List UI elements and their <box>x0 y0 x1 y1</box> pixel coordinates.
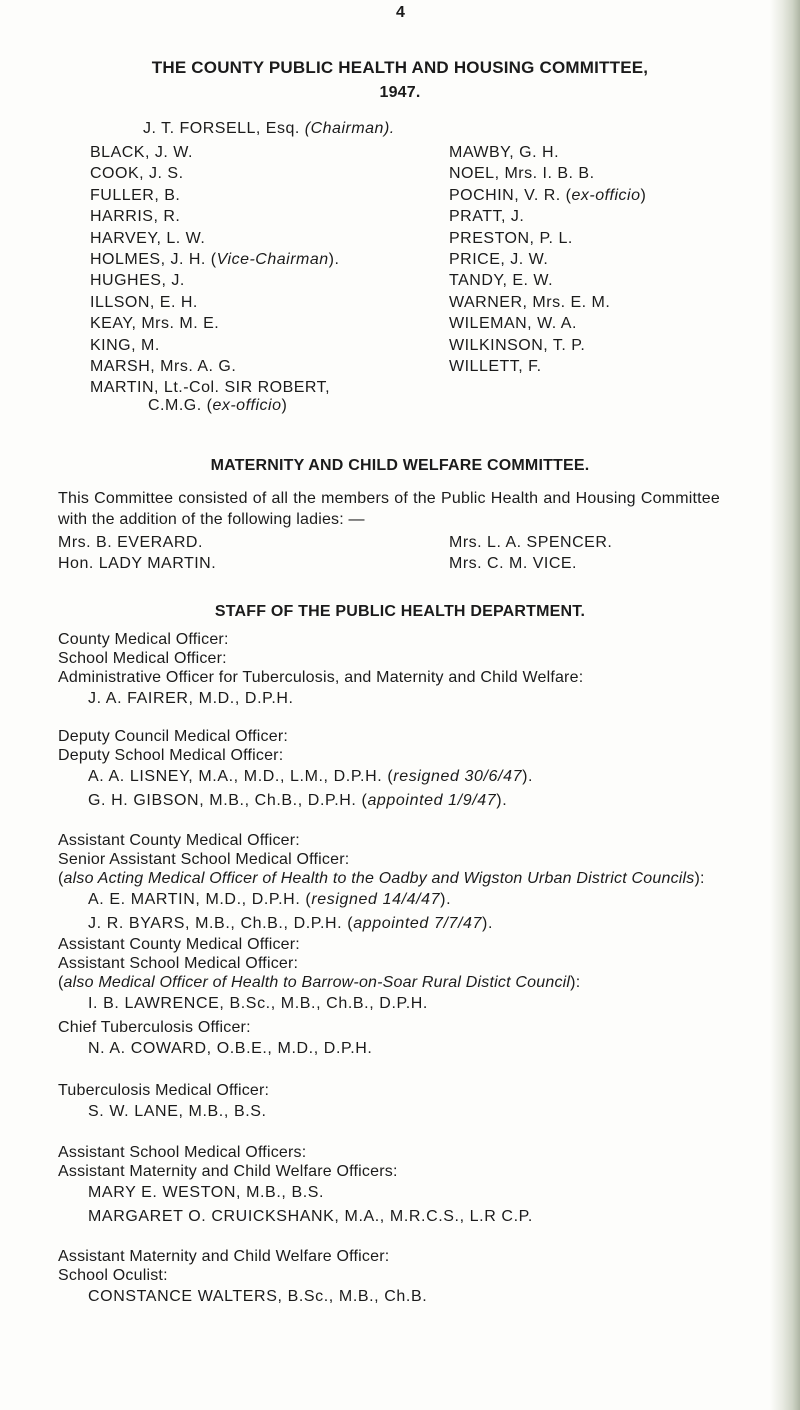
committee-member: HUGHES, J. <box>90 272 185 290</box>
committee-member: MARTIN, Lt.-Col. SIR ROBERT, <box>90 379 331 397</box>
staff-role-label: (also Acting Medical Officer of Health to the Oadby and Wigston Urban District Councils): <box>58 870 705 887</box>
staff-role-label: School Oculist: <box>58 1267 168 1284</box>
chairman-role: (Chairman). <box>304 120 395 137</box>
staff-role-label: Deputy School Medical Officer: <box>58 747 284 764</box>
staff-member-name: N. A. COWARD, O.B.E., M.D., D.P.H. <box>88 1040 373 1057</box>
committee-member: POCHIN, V. R. (ex-officio) <box>449 186 647 204</box>
staff-role-label: Assistant County Medical Officer: <box>58 936 300 953</box>
committee-member: PRESTON, P. L. <box>449 229 573 247</box>
committee-member: TANDY, E. W. <box>449 272 554 290</box>
staff-member-name: J. R. BYARS, M.B., Ch.B., D.P.H. (appointed 7/7/47). <box>88 915 494 932</box>
committee-member: NOEL, Mrs. I. B. B. <box>449 165 595 183</box>
staff-role-label: Chief Tuberculosis Officer: <box>58 1019 251 1036</box>
maternity-member: Mrs. L. A. SPENCER. <box>449 534 613 551</box>
chairman <box>143 120 395 138</box>
committee-member: BLACK, J. W. <box>90 144 193 161</box>
staff-role-label: County Medical Officer: <box>58 631 229 648</box>
left-member-list <box>90 142 339 399</box>
committee-member: COOK, J. S. <box>90 165 184 183</box>
maternity-title: MATERNITY AND CHILD WELFARE COMMITTEE. <box>210 457 590 474</box>
committee-member: PRATT, J. <box>449 208 525 226</box>
committee-member: WILKINSON, T. P. <box>449 336 586 354</box>
committee-member: HARVEY, L. W. <box>90 229 206 247</box>
staff-role-label: Deputy Council Medical Officer: <box>58 728 288 745</box>
left-member-continuation: C.M.G. (ex-officio) <box>148 397 288 414</box>
committee-member: WARNER, Mrs. E. M. <box>449 293 611 311</box>
staff-role-label: Assistant Maternity and Child Welfare Officers: <box>58 1163 398 1180</box>
page-number: 4 <box>396 4 405 21</box>
maternity-member: Mrs. B. EVERARD. <box>58 534 203 551</box>
staff-title: STAFF OF THE PUBLIC HEALTH DEPARTMENT. <box>214 603 586 620</box>
staff-role-label: Assistant County Medical Officer: <box>58 832 300 849</box>
staff-role-label: Assistant Maternity and Child Welfare Officer: <box>58 1248 390 1265</box>
ladies-right-list <box>449 532 612 575</box>
ladies-left-list <box>58 532 216 575</box>
staff-member-name: A. E. MARTIN, M.D., D.P.H. (resigned 14/4/47). <box>88 891 452 908</box>
staff-member-name: I. B. LAWRENCE, B.Sc., M.B., Ch.B., D.P.H. <box>88 995 428 1012</box>
staff-role-label: Assistant School Medical Officer: <box>58 955 299 972</box>
staff-role-label: School Medical Officer: <box>58 650 227 667</box>
staff-member-name: J. A. FAIRER, M.D., D.P.H. <box>88 690 294 707</box>
committee-member: PRICE, J. W. <box>449 250 549 268</box>
committee-member: FULLER, B. <box>90 186 181 204</box>
staff-role-label: Assistant School Medical Officers: <box>58 1144 307 1161</box>
committee-member: HARRIS, R. <box>90 208 181 226</box>
committee-member: ILLSON, E. H. <box>90 293 198 311</box>
committee-title: THE COUNTY PUBLIC HEALTH AND HOUSING COMMITTEE, <box>151 58 649 77</box>
committee-member: HOLMES, J. H. (Vice-Chairman). <box>90 250 340 268</box>
staff-role-label: Senior Assistant School Medical Officer: <box>58 851 350 868</box>
committee-year: 1947. <box>379 84 421 101</box>
maternity-description: This Committee consisted of all the members of the Public Health and Housing Committee with the addition of the following ladies: — <box>58 490 720 528</box>
committee-member: WILEMAN, W. A. <box>449 315 577 333</box>
page-edge-shadow <box>770 0 800 1410</box>
committee-member: KEAY, Mrs. M. E. <box>90 315 220 333</box>
maternity-member: Hon. LADY MARTIN. <box>58 555 217 573</box>
staff-role-label: (also Medical Officer of Health to Barrow-on-Soar Rural Distict Council): <box>58 974 581 991</box>
committee-member: WILLETT, F. <box>449 357 542 375</box>
committee-member: MAWBY, G. H. <box>449 144 560 161</box>
staff-member-name: MARGARET O. CRUICKSHANK, M.A., M.R.C.S., L.R C.P. <box>88 1208 533 1225</box>
staff-member-name: CONSTANCE WALTERS, B.Sc., M.B., Ch.B. <box>88 1288 428 1305</box>
committee-member: KING, M. <box>90 336 160 354</box>
staff-role-label: Administrative Officer for Tuberculosis, and Maternity and Child Welfare: <box>58 669 584 686</box>
maternity-member: Mrs. C. M. VICE. <box>449 555 577 573</box>
right-member-list <box>449 142 646 377</box>
staff-member-name: MARY E. WESTON, M.B., B.S. <box>88 1184 325 1201</box>
staff-role-label: Tuberculosis Medical Officer: <box>58 1082 270 1099</box>
staff-member-name: S. W. LANE, M.B., B.S. <box>88 1103 267 1120</box>
committee-member: MARSH, Mrs. A. G. <box>90 357 237 375</box>
staff-member-name: A. A. LISNEY, M.A., M.D., L.M., D.P.H. (resigned 30/6/47). <box>88 768 534 785</box>
chairman-name: J. T. FORSELL, Esq. <box>143 120 300 137</box>
staff-member-name: G. H. GIBSON, M.B., Ch.B., D.P.H. (appointed 1/9/47). <box>88 792 508 809</box>
